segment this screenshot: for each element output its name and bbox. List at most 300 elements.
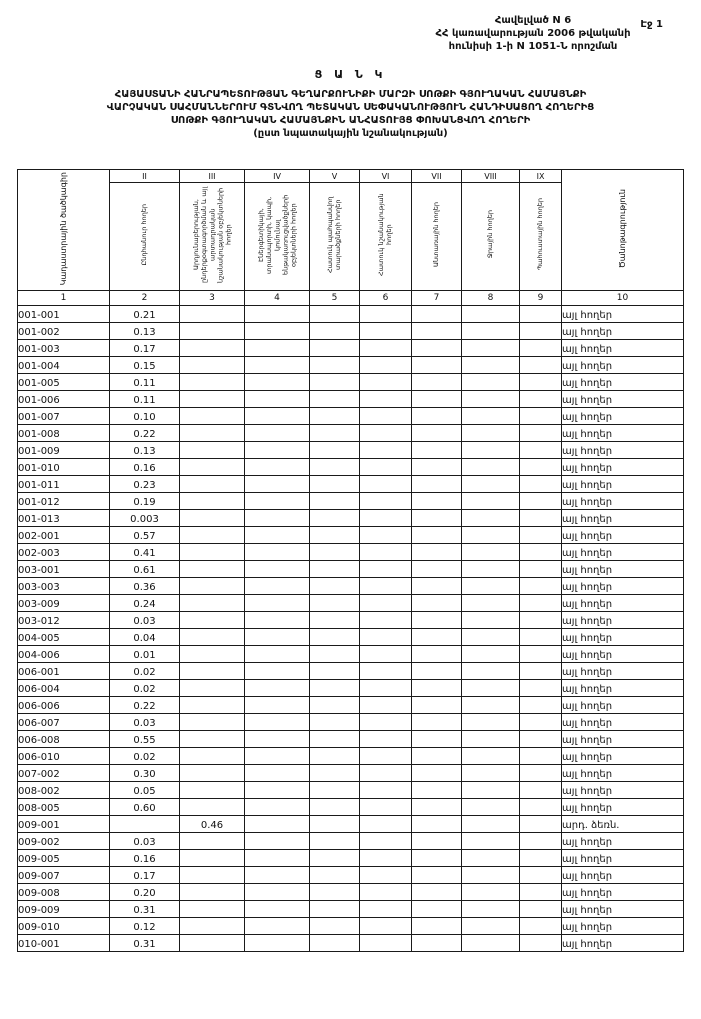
row-note-cell: այլ հողեր — [562, 663, 684, 680]
row-col8-cell — [462, 561, 520, 578]
table-row — [18, 850, 684, 867]
row-note-cell: այլ հողեր — [562, 527, 684, 544]
row-col4-cell — [245, 408, 310, 425]
row-col5-cell — [310, 663, 360, 680]
row-industrial-cell — [180, 833, 245, 850]
row-col7-cell — [412, 816, 462, 833]
table-row — [18, 918, 684, 935]
row-col7-cell — [412, 442, 462, 459]
row-col5-cell — [310, 884, 360, 901]
total-lands-label: Ընդհանուր հողեր — [140, 203, 149, 266]
row-col5-cell — [310, 782, 360, 799]
row-industrial-cell — [180, 799, 245, 816]
row-col9-cell — [520, 340, 562, 357]
row-code-cell: 003-009 — [18, 595, 110, 612]
row-code-cell: 008-002 — [18, 782, 110, 799]
row-industrial-cell — [180, 595, 245, 612]
subtitle-line-2: ՎԱՐՉԱԿԱՆ ՍԱՀՄԱՆՆԵՐՈՒՄ ԳՏՆՎՈՂ ՊԵՏԱԿԱՆ ՍԵՓԱԿԱՆՈՒԹՅՈՒՆ ՀԱՆԴԻՍԱՑՈՂ ՀՈՂԵՐԻՑ — [106, 102, 595, 113]
row-col7-cell — [412, 867, 462, 884]
row-col4-cell — [245, 561, 310, 578]
row-code-cell: 002-003 — [18, 544, 110, 561]
row-industrial-cell — [180, 527, 245, 544]
row-code-cell: 009-010 — [18, 918, 110, 935]
row-industrial-cell: 0.46 — [180, 816, 245, 833]
row-code-cell: 009-005 — [18, 850, 110, 867]
row-col4-cell — [245, 663, 310, 680]
row-code-cell: 006-008 — [18, 731, 110, 748]
row-total-cell: 0.23 — [110, 476, 180, 493]
row-total-cell: 0.22 — [110, 697, 180, 714]
row-col5-cell — [310, 323, 360, 340]
row-col9-cell — [520, 544, 562, 561]
row-note-cell: այլ հողեր — [562, 340, 684, 357]
row-col9-cell — [520, 323, 562, 340]
row-col9-cell — [520, 697, 562, 714]
row-industrial-cell — [180, 408, 245, 425]
roman-col-4: IV — [245, 170, 310, 183]
row-note-cell: այլ հողեր — [562, 493, 684, 510]
row-industrial-cell — [180, 561, 245, 578]
table-header — [18, 170, 684, 306]
row-col6-cell — [360, 850, 412, 867]
row-code-cell: 008-005 — [18, 799, 110, 816]
subtitle-line-3: ՍՈԹՔԻ ԳՅՈՒՂԱԿԱՆ ՀԱՄԱՅՆՔԻՆ ԱՆՀԱՏՈՒՅՑ ՓՈԽԱՆՑՎՈՂ ՀՈՂԵՐԻ — [170, 115, 531, 126]
row-code-cell: 001-001 — [18, 306, 110, 323]
table-row — [18, 867, 684, 884]
row-code-cell: 001-011 — [18, 476, 110, 493]
table-row — [18, 527, 684, 544]
table-row — [18, 544, 684, 561]
row-total-cell: 0.003 — [110, 510, 180, 527]
col-number-6: 6 — [360, 291, 412, 306]
row-col9-cell — [520, 816, 562, 833]
row-col6-cell — [360, 595, 412, 612]
row-col6-cell — [360, 510, 412, 527]
row-col7-cell — [412, 884, 462, 901]
row-col8-cell — [462, 578, 520, 595]
row-industrial-cell — [180, 340, 245, 357]
row-note-cell: այլ հողեր — [562, 918, 684, 935]
annex-line-2: ՀՀ կառավարության 2006 թվականի — [435, 28, 631, 39]
row-total-cell: 0.57 — [110, 527, 180, 544]
table-body — [18, 306, 684, 952]
row-note-cell: այլ հողեր — [562, 867, 684, 884]
row-industrial-cell — [180, 629, 245, 646]
row-col9-cell — [520, 748, 562, 765]
row-col5-cell — [310, 391, 360, 408]
row-col4-cell — [245, 748, 310, 765]
row-col4-cell — [245, 459, 310, 476]
row-total-cell: 0.10 — [110, 408, 180, 425]
row-industrial-cell — [180, 544, 245, 561]
row-col7-cell — [412, 697, 462, 714]
row-col5-cell — [310, 850, 360, 867]
row-note-cell: այլ հողեր — [562, 544, 684, 561]
row-col5-cell — [310, 714, 360, 731]
row-col8-cell — [462, 629, 520, 646]
row-code-cell: 001-008 — [18, 425, 110, 442]
row-col6-cell — [360, 612, 412, 629]
industrial-lands-label: Արդյունաբերության, ընդերքօգտագործման և այլ արտադրական նշանակության օբյեկտների հողեր — [191, 186, 233, 283]
row-code-cell: 001-009 — [18, 442, 110, 459]
row-total-cell: 0.31 — [110, 901, 180, 918]
row-industrial-cell — [180, 612, 245, 629]
row-col7-cell — [412, 918, 462, 935]
row-col8-cell — [462, 799, 520, 816]
row-col5-cell — [310, 357, 360, 374]
col-number-10: 10 — [562, 291, 684, 306]
roman-col-5: V — [310, 170, 360, 183]
row-code-cell: 003-012 — [18, 612, 110, 629]
row-col7-cell — [412, 374, 462, 391]
page-number: Էջ 1 — [640, 19, 663, 30]
row-col7-cell — [412, 527, 462, 544]
row-code-cell: 001-002 — [18, 323, 110, 340]
row-industrial-cell — [180, 901, 245, 918]
row-col7-cell — [412, 578, 462, 595]
row-col9-cell — [520, 561, 562, 578]
row-industrial-cell — [180, 935, 245, 952]
row-col8-cell — [462, 782, 520, 799]
row-col8-cell — [462, 816, 520, 833]
row-col7-cell — [412, 850, 462, 867]
row-col8-cell — [462, 680, 520, 697]
row-col6-cell — [360, 799, 412, 816]
row-col5-cell — [310, 493, 360, 510]
table-row — [18, 714, 684, 731]
table-row — [18, 799, 684, 816]
row-total-cell: 0.17 — [110, 867, 180, 884]
row-col8-cell — [462, 595, 520, 612]
col-number-4: 4 — [245, 291, 310, 306]
row-note-cell: այլ հողեր — [562, 850, 684, 867]
row-col4-cell — [245, 391, 310, 408]
table-row — [18, 323, 684, 340]
row-col6-cell — [360, 765, 412, 782]
row-industrial-cell — [180, 646, 245, 663]
row-col9-cell — [520, 612, 562, 629]
row-col8-cell — [462, 442, 520, 459]
roman-col-6: VI — [360, 170, 412, 183]
row-col6-cell — [360, 918, 412, 935]
row-col9-cell — [520, 833, 562, 850]
row-note-cell: այլ հողեր — [562, 646, 684, 663]
col-number-3: 3 — [180, 291, 245, 306]
row-col4-cell — [245, 901, 310, 918]
row-col4-cell — [245, 884, 310, 901]
row-industrial-cell — [180, 391, 245, 408]
row-col9-cell — [520, 374, 562, 391]
row-col9-cell — [520, 782, 562, 799]
row-total-cell: 0.17 — [110, 340, 180, 357]
row-industrial-cell — [180, 782, 245, 799]
row-col7-cell — [412, 425, 462, 442]
energy-transport-lands-label: Էներգետիկայի, տրանսպորտի, կապի, կոմունալ ենթակառուցվածքների օբյեկտների հողեր — [256, 194, 298, 275]
row-total-cell: 0.30 — [110, 765, 180, 782]
table-row — [18, 748, 684, 765]
forest-lands-label: Անտառային հողեր — [432, 202, 441, 267]
row-col4-cell — [245, 476, 310, 493]
row-col8-cell — [462, 527, 520, 544]
row-note-cell: այլ հողեր — [562, 901, 684, 918]
row-col8-cell — [462, 357, 520, 374]
row-col6-cell — [360, 425, 412, 442]
row-col6-cell — [360, 408, 412, 425]
row-col8-cell — [462, 493, 520, 510]
row-code-cell: 006-006 — [18, 697, 110, 714]
row-col5-cell — [310, 374, 360, 391]
row-col8-cell — [462, 748, 520, 765]
row-note-cell: այլ հողեր — [562, 357, 684, 374]
table-row — [18, 476, 684, 493]
row-col8-cell — [462, 340, 520, 357]
row-code-cell: 006-010 — [18, 748, 110, 765]
row-note-cell: այլ հողեր — [562, 476, 684, 493]
row-col5-cell — [310, 459, 360, 476]
row-col9-cell — [520, 680, 562, 697]
row-col6-cell — [360, 340, 412, 357]
table-row — [18, 306, 684, 323]
row-col7-cell — [412, 544, 462, 561]
row-note-cell: այլ հողեր — [562, 595, 684, 612]
table-row — [18, 374, 684, 391]
row-col7-cell — [412, 901, 462, 918]
row-col7-cell — [412, 799, 462, 816]
row-code-cell: 001-003 — [18, 340, 110, 357]
row-col8-cell — [462, 391, 520, 408]
row-col4-cell — [245, 340, 310, 357]
annex-reference — [383, 14, 683, 53]
table-row — [18, 901, 684, 918]
row-code-cell: 003-003 — [18, 578, 110, 595]
col-header-forest-lands — [412, 183, 462, 291]
table-row — [18, 442, 684, 459]
row-industrial-cell — [180, 357, 245, 374]
row-note-cell: այլ հողեր — [562, 697, 684, 714]
table-row — [18, 425, 684, 442]
row-industrial-cell — [180, 323, 245, 340]
row-industrial-cell — [180, 748, 245, 765]
row-total-cell: 0.60 — [110, 799, 180, 816]
row-total-cell — [110, 816, 180, 833]
table-row — [18, 782, 684, 799]
row-col6-cell — [360, 306, 412, 323]
row-total-cell: 0.22 — [110, 425, 180, 442]
row-industrial-cell — [180, 493, 245, 510]
row-industrial-cell — [180, 867, 245, 884]
row-col8-cell — [462, 901, 520, 918]
row-industrial-cell — [180, 697, 245, 714]
row-total-cell: 0.61 — [110, 561, 180, 578]
row-total-cell: 0.03 — [110, 833, 180, 850]
row-note-cell: այլ հողեր — [562, 884, 684, 901]
row-col4-cell — [245, 765, 310, 782]
row-col6-cell — [360, 561, 412, 578]
row-note-cell: այլ հողեր — [562, 578, 684, 595]
row-col5-cell — [310, 867, 360, 884]
row-total-cell: 0.55 — [110, 731, 180, 748]
row-col4-cell — [245, 612, 310, 629]
row-col6-cell — [360, 323, 412, 340]
row-col6-cell — [360, 697, 412, 714]
table-row — [18, 459, 684, 476]
row-col7-cell — [412, 612, 462, 629]
row-total-cell: 0.11 — [110, 391, 180, 408]
row-col7-cell — [412, 391, 462, 408]
row-industrial-cell — [180, 425, 245, 442]
table-row — [18, 629, 684, 646]
row-col8-cell — [462, 884, 520, 901]
row-industrial-cell — [180, 765, 245, 782]
row-col4-cell — [245, 731, 310, 748]
row-col7-cell — [412, 306, 462, 323]
row-industrial-cell — [180, 731, 245, 748]
roman-col-7: VII — [412, 170, 462, 183]
row-industrial-cell — [180, 306, 245, 323]
row-industrial-cell — [180, 714, 245, 731]
row-col6-cell — [360, 391, 412, 408]
row-note-cell: այլ հողեր — [562, 748, 684, 765]
col-number-8: 8 — [462, 291, 520, 306]
row-col5-cell — [310, 901, 360, 918]
row-col8-cell — [462, 425, 520, 442]
row-col5-cell — [310, 561, 360, 578]
special-purpose-lands-label: Հատուկ նշանակության հողեր — [377, 193, 394, 276]
row-code-cell: 009-007 — [18, 867, 110, 884]
roman-col-8: VIII — [462, 170, 520, 183]
row-col9-cell — [520, 799, 562, 816]
row-col9-cell — [520, 714, 562, 731]
row-col5-cell — [310, 510, 360, 527]
row-col9-cell — [520, 646, 562, 663]
row-col9-cell — [520, 510, 562, 527]
row-col5-cell — [310, 595, 360, 612]
row-col6-cell — [360, 901, 412, 918]
row-col6-cell — [360, 374, 412, 391]
row-total-cell: 0.20 — [110, 884, 180, 901]
protected-lands-label: Հատուկ պահպանվող տարածքների հողեր — [326, 196, 343, 273]
row-col9-cell — [520, 663, 562, 680]
roman-col-9: IX — [520, 170, 562, 183]
row-col5-cell — [310, 816, 360, 833]
row-col4-cell — [245, 697, 310, 714]
row-col6-cell — [360, 731, 412, 748]
cadastral-code-label: Կադաստրային ծածկագիր — [58, 172, 68, 286]
col-header-special-purpose-lands — [360, 183, 412, 291]
row-industrial-cell — [180, 476, 245, 493]
row-col5-cell — [310, 527, 360, 544]
row-total-cell: 0.02 — [110, 748, 180, 765]
row-col7-cell — [412, 748, 462, 765]
subtitle-parenthetical — [0, 128, 701, 139]
row-col7-cell — [412, 493, 462, 510]
table-row — [18, 408, 684, 425]
row-col5-cell — [310, 442, 360, 459]
row-total-cell: 0.11 — [110, 374, 180, 391]
row-col7-cell — [412, 833, 462, 850]
row-code-cell: 004-005 — [18, 629, 110, 646]
table-row — [18, 816, 684, 833]
col-header-note — [562, 170, 684, 291]
table-row — [18, 561, 684, 578]
row-col8-cell — [462, 510, 520, 527]
row-note-cell: այլ հողեր — [562, 408, 684, 425]
water-lands-label: Ջրային հողեր — [486, 210, 495, 259]
row-col7-cell — [412, 459, 462, 476]
row-industrial-cell — [180, 663, 245, 680]
row-total-cell: 0.24 — [110, 595, 180, 612]
row-industrial-cell — [180, 850, 245, 867]
annex-line-1: Հավելված N 6 — [494, 15, 572, 26]
table-row — [18, 765, 684, 782]
row-note-cell: այլ հողեր — [562, 510, 684, 527]
row-total-cell: 0.16 — [110, 850, 180, 867]
row-note-cell: այլ հողեր — [562, 833, 684, 850]
row-col4-cell — [245, 850, 310, 867]
row-col7-cell — [412, 629, 462, 646]
row-code-cell: 009-002 — [18, 833, 110, 850]
row-code-cell: 003-001 — [18, 561, 110, 578]
row-note-cell: այլ հողեր — [562, 799, 684, 816]
row-col7-cell — [412, 340, 462, 357]
row-total-cell: 0.21 — [110, 306, 180, 323]
row-note-cell: այլ հողեր — [562, 306, 684, 323]
row-col8-cell — [462, 663, 520, 680]
row-note-cell: այլ հողեր — [562, 323, 684, 340]
row-col4-cell — [245, 323, 310, 340]
row-col4-cell — [245, 544, 310, 561]
row-industrial-cell — [180, 918, 245, 935]
table-row — [18, 663, 684, 680]
col-number-5: 5 — [310, 291, 360, 306]
row-col6-cell — [360, 816, 412, 833]
row-note-cell: այլ հողեր — [562, 612, 684, 629]
land-transfer-table — [17, 169, 684, 952]
row-col9-cell — [520, 629, 562, 646]
row-col5-cell — [310, 340, 360, 357]
row-total-cell: 0.02 — [110, 680, 180, 697]
row-code-cell: 001-005 — [18, 374, 110, 391]
column-number-row — [18, 291, 684, 306]
row-col4-cell — [245, 782, 310, 799]
row-total-cell: 0.02 — [110, 663, 180, 680]
row-code-cell: 001-013 — [18, 510, 110, 527]
row-code-cell: 004-006 — [18, 646, 110, 663]
row-col4-cell — [245, 578, 310, 595]
row-code-cell: 001-006 — [18, 391, 110, 408]
row-industrial-cell — [180, 578, 245, 595]
row-code-cell: 006-004 — [18, 680, 110, 697]
row-col5-cell — [310, 748, 360, 765]
row-col5-cell — [310, 578, 360, 595]
row-col8-cell — [462, 850, 520, 867]
row-col9-cell — [520, 578, 562, 595]
row-col5-cell — [310, 544, 360, 561]
row-col8-cell — [462, 408, 520, 425]
row-col9-cell — [520, 493, 562, 510]
row-note-cell: այլ հողեր — [562, 561, 684, 578]
row-col6-cell — [360, 680, 412, 697]
col-header-cadastral-code — [18, 170, 110, 291]
row-total-cell: 0.05 — [110, 782, 180, 799]
subtitle-line-1: ՀԱՅԱՍՏԱՆԻ ՀԱՆՐԱՊԵՏՈՒԹՅԱՆ ԳԵՂԱՐՔՈՒՆԻՔԻ ՄԱՐԶԻ ՍՈԹՔԻ ԳՅՈՒՂԱԿԱՆ ՀԱՄԱՅՆՔԻ — [114, 89, 587, 100]
row-col5-cell — [310, 629, 360, 646]
col-header-total-lands — [110, 183, 180, 291]
row-code-cell: 001-007 — [18, 408, 110, 425]
row-col9-cell — [520, 850, 562, 867]
row-col6-cell — [360, 833, 412, 850]
table-row — [18, 510, 684, 527]
